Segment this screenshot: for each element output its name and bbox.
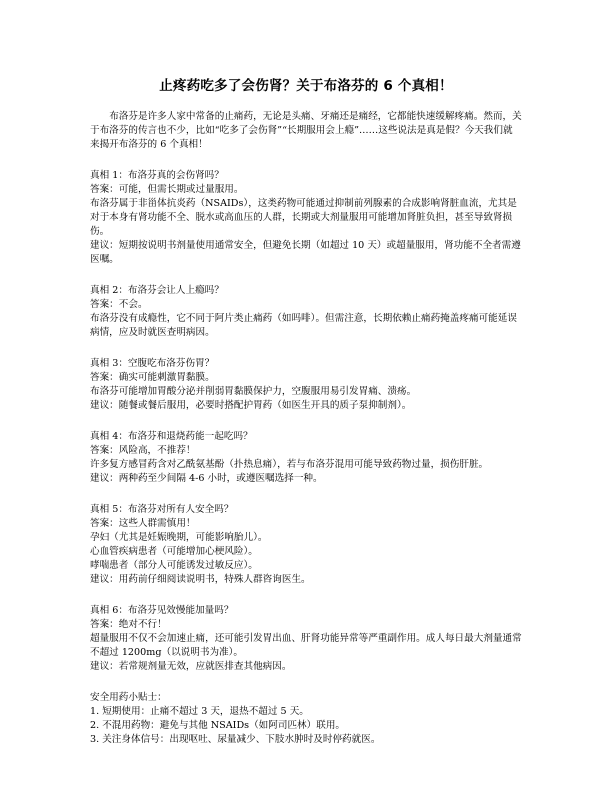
section-truth-5 <box>90 503 522 587</box>
sections-container <box>90 169 522 674</box>
tip-item: 3. 关注身体信号：出现呕吐、尿量减少、下肢水肿时及时停药就医。 <box>90 734 381 745</box>
section-advice: 建议：随餐或餐后服用，必要时搭配护胃药（如医生开具的质子泵抑制剂）。 <box>90 400 412 411</box>
tips-title: 安全用药小贴士： <box>90 692 167 703</box>
section-truth-3 <box>90 357 522 413</box>
section-advice: 建议：短期按说明书剂量使用通常安全，但避免长期（如超过 10 天）或超量服用，肾功能不全者需遵医嘱。 <box>90 240 521 265</box>
section-list-item: 哮喘患者（部分人可能诱发过敏反应）。 <box>90 560 258 571</box>
section-answer: 答案：不会。 <box>90 299 148 310</box>
section-list-item: 心血管疾病患者（可能增加心梗风险）。 <box>90 546 258 557</box>
tip-item: 1. 短期使用：止痛不超过 3 天，退热不超过 5 天。 <box>90 706 309 717</box>
section-answer: 答案：确实可能刺激胃黏膜。 <box>90 372 215 383</box>
section-heading: 真相 4：布洛芬和退烧药能一起吃吗？ <box>90 431 253 442</box>
section-advice: 建议：两种药至少间隔 4-6 小时，或遵医嘱选择一种。 <box>90 473 323 484</box>
section-truth-1 <box>90 169 522 267</box>
section-advice: 建议：若常规剂量无效，应就医排查其他病因。 <box>90 661 292 672</box>
section-truth-4 <box>90 430 522 486</box>
section-answer: 答案：绝对不行！ <box>90 619 167 630</box>
section-heading: 真相 6：布洛芬见效慢能加量吗？ <box>90 605 234 616</box>
section-truth-6 <box>90 604 522 674</box>
tips-section <box>90 691 522 747</box>
section-answer: 答案：风险高，不推荐！ <box>90 445 196 456</box>
page-title: 止疼药吃多了会伤肾？关于布洛芬的 6 个真相！ <box>159 78 453 94</box>
section-heading: 真相 3：空腹吃布洛芬伤胃？ <box>90 358 215 369</box>
section-heading: 真相 5：布洛芬对所有人安全吗？ <box>90 504 234 515</box>
section-truth-2 <box>90 284 522 340</box>
intro-paragraph: 布洛芬是许多人家中常备的止痛药，无论是头痛、牙痛还是痛经，它都能快速缓解疼痛。然而，关于布洛芬的传言也不少，比如“吃多了会伤肾”“长期服用会上瘾”……这些说法是真是假？今天我们就来揭开布洛芬的 6 个真相！ <box>90 111 522 150</box>
section-heading: 真相 1：布洛芬真的会伤肾吗？ <box>90 170 224 181</box>
section-body: 许多复方感冒药含对乙酰氨基酚（扑热息痛），若与布洛芬混用可能导致药物过量，损伤肝脏。 <box>90 459 489 470</box>
section-answer: 答案：可能，但需长期或过量服用。 <box>90 184 244 195</box>
section-body: 超量服用不仅不会加速止痛，还可能引发胃出血、肝肾功能异常等严重副作用。成人每日最大剂量通常不超过 1200mg（以说明书为准）。 <box>90 633 522 658</box>
section-heading: 真相 2：布洛芬会让人上瘾吗？ <box>90 285 224 296</box>
tip-item: 2. 不混用药物：避免与其他 NSAIDs（如阿司匹林）联用。 <box>90 720 346 731</box>
section-list-item: 孕妇（尤其是妊娠晚期，可能影响胎儿）。 <box>90 532 268 543</box>
section-advice: 建议：用药前仔细阅读说明书，特殊人群咨询医生。 <box>90 574 311 585</box>
section-body: 布洛芬属于非甾体抗炎药（NSAIDs），这类药物可能通过抑制前列腺素的合成影响肾脏血流，尤其是对于本身有肾功能不全、脱水或高血压的人群，长期或大剂量服用可能增加肾脏负担，甚至导致肾损伤。 <box>90 198 517 237</box>
section-answer: 答案：这些人群需慎用！ <box>90 518 196 529</box>
section-body: 布洛芬没有成瘾性，它不同于阿片类止痛药（如吗啡）。但需注意，长期依赖止痛药掩盖疼痛可能延误病情，应及时就医查明病因。 <box>90 313 517 338</box>
section-body: 布洛芬可能增加胃酸分泌并削弱胃黏膜保护力，空腹服用易引发胃痛、溃疡。 <box>90 386 417 397</box>
